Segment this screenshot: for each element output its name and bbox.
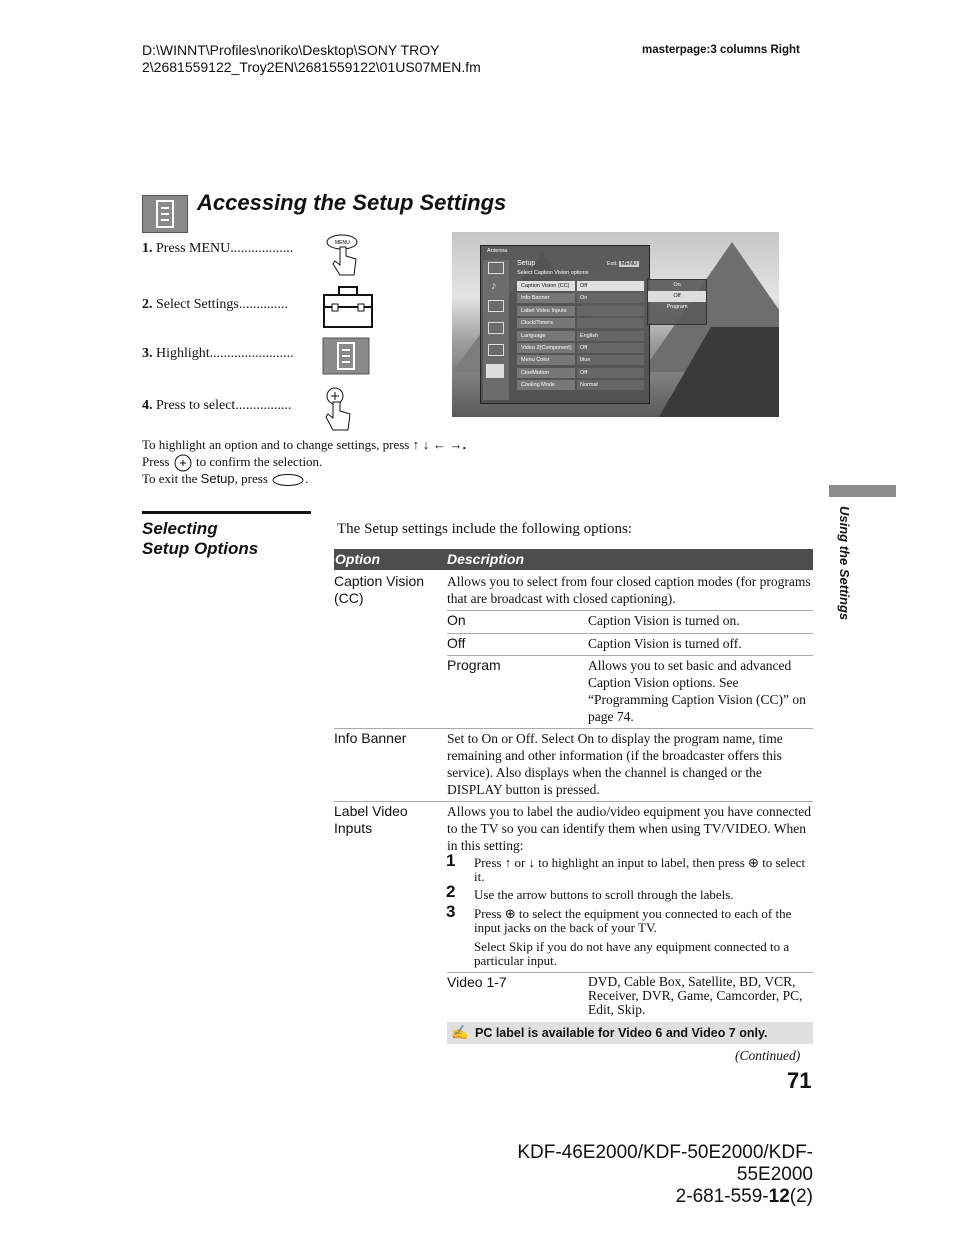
picture-icon xyxy=(488,262,504,274)
skip-instruction: Select Skip if you do not have any equipment connected to a particular input. xyxy=(474,939,790,968)
music-note-icon: ♪ xyxy=(491,280,497,292)
row-divider xyxy=(334,728,813,729)
section-tab-bar xyxy=(829,485,896,497)
column-header-description: Description xyxy=(447,551,525,567)
osd-subtitle: Select Caption Vision options xyxy=(517,270,589,276)
label-step-number: 3 xyxy=(446,902,456,921)
row-divider xyxy=(447,633,813,634)
osd-row: Video 2(Component) Off xyxy=(517,343,644,353)
option-label-video-inputs: Label Video Inputs xyxy=(334,803,408,836)
sub-option-program-desc: Allows you to set basic and advanced Caption Vision options. See “Programming Caption Vision (CC)” on page 74. xyxy=(588,658,806,724)
section-rule xyxy=(142,511,311,514)
setup-osd-menu xyxy=(480,245,650,404)
pencil-note-icon: ✍ xyxy=(451,1024,469,1040)
option-caption-vision: Caption Vision (CC) xyxy=(334,573,425,606)
osd-row: Label Video Inputs xyxy=(517,306,644,316)
row-divider xyxy=(447,972,813,973)
osd-popup-options xyxy=(647,279,707,325)
file-path-line1: D:\WINNT\Profiles\noriko\Desktop\SONY TROY xyxy=(142,42,440,58)
table-header xyxy=(334,549,813,570)
channel-icon xyxy=(488,322,504,334)
row-divider xyxy=(334,801,813,802)
sub-option-program: Program xyxy=(447,657,501,673)
label-step-text: Press ↑ or ↓ to highlight an input to label, then press ⊕ to select it. xyxy=(474,855,806,884)
caption-vision-description: Allows you to select from four closed caption modes (for programs that are broadcast with closed captioning). xyxy=(447,574,811,606)
osd-row: Info Banner On xyxy=(517,293,644,303)
osd-row: CineMotion Off xyxy=(517,368,644,378)
popup-option: Program xyxy=(666,304,688,310)
sub-option-video: Video 1-7 xyxy=(447,974,507,990)
select-button-icon xyxy=(173,454,193,472)
popup-option-selected: Off xyxy=(648,291,706,302)
osd-exit: Exit: MENU xyxy=(607,261,637,267)
hint-line-3: To exit the Setup, press . xyxy=(142,471,309,486)
sub-option-off-desc: Caption Vision is turned off. xyxy=(588,636,742,651)
setup-highlight-icon xyxy=(322,337,370,380)
osd-heading: Setup xyxy=(517,260,536,267)
model-numbers: KDF-46E2000/KDF-50E2000/KDF-55E2000 2-681-559-12(2) xyxy=(517,1142,813,1207)
step-1: 1. Press MENU.................. xyxy=(142,241,294,256)
step-4: 4. Press to select................ xyxy=(142,398,292,413)
toolbox-icon xyxy=(322,285,374,334)
label-step-number: 2 xyxy=(446,882,456,901)
note-box xyxy=(447,1022,813,1044)
svg-text:MENU: MENU xyxy=(335,240,350,246)
tv-screen-illustration xyxy=(452,232,779,417)
setup-icon-selected xyxy=(486,364,504,378)
masterpage-label: masterpage:3 columns Right xyxy=(642,44,800,56)
label-video-inputs-description: Allows you to label the audio/video equipment you have connected to the TV so you can identify them when using TV/VIDEO. When in this setting: xyxy=(447,804,812,853)
menu-button-icon xyxy=(271,473,305,487)
osd-row: Caption Vision (CC) Off xyxy=(517,281,644,291)
step-2: 2. Select Settings.............. xyxy=(142,297,288,312)
step-3: 3. Highlight........................ xyxy=(142,346,294,361)
osd-row: Language English xyxy=(517,331,644,341)
column-header-option: Option xyxy=(335,551,381,567)
section-tab-label: Using the Settings xyxy=(837,506,852,621)
intro-text: The Setup settings include the following options: xyxy=(337,521,632,537)
select-button-press-icon xyxy=(322,386,358,439)
sub-option-on-desc: Caption Vision is turned on. xyxy=(588,613,740,628)
continued-label: (Continued) xyxy=(735,1048,801,1063)
screen-icon xyxy=(488,300,504,312)
osd-row: Menu Color blue xyxy=(517,355,644,365)
sub-option-off: Off xyxy=(447,635,466,651)
osd-row: Clock/Timers xyxy=(517,318,644,328)
hint-line-1: To highlight an option and to change settings, press ↑ ↓ ← →. xyxy=(142,437,467,452)
sub-option-on: On xyxy=(447,612,466,628)
row-divider xyxy=(447,655,813,656)
note-text: PC label is available for Video 6 and Video 7 only. xyxy=(475,1026,768,1040)
hint-line-2: Press to confirm the selection. xyxy=(142,454,322,472)
label-step-text: Use the arrow buttons to scroll through the labels. xyxy=(474,887,734,902)
lock-icon xyxy=(488,344,504,356)
label-step-text: Press ⊕ to select the equipment you connected to each of the input jacks on the back of your TV. xyxy=(474,906,792,935)
popup-option: On xyxy=(673,282,681,288)
page-title: Accessing the Setup Settings xyxy=(197,190,507,215)
file-path xyxy=(142,42,481,76)
page-number: 71 xyxy=(787,1068,812,1093)
option-info-banner: Info Banner xyxy=(334,730,407,746)
file-path-line2: 2\2681559122_Troy2EN\2681559122\01US07MEN.fm xyxy=(142,59,481,75)
osd-row: Cooling Mode Normal xyxy=(517,380,644,390)
label-step-number: 1 xyxy=(446,851,456,870)
row-divider xyxy=(447,610,813,611)
info-banner-description: Set to On or Off. Select On to display the program name, time remaining and other information (if the broadcaster offers this service). Also displays when the channel is changed or the DISPLAY button is pressed. xyxy=(447,731,783,797)
settings-toolbox-icon xyxy=(142,195,188,233)
sub-option-video-desc: DVD, Cable Box, Satellite, BD, VCR, Receiver, DVR, Game, Camcorder, PC, Edit, Skip. xyxy=(588,974,803,1017)
menu-button-press-icon xyxy=(322,233,362,284)
section-title: Selecting Setup Options xyxy=(142,519,259,558)
osd-source-label: Antenna xyxy=(487,248,508,254)
osd-category-bar xyxy=(483,260,509,400)
